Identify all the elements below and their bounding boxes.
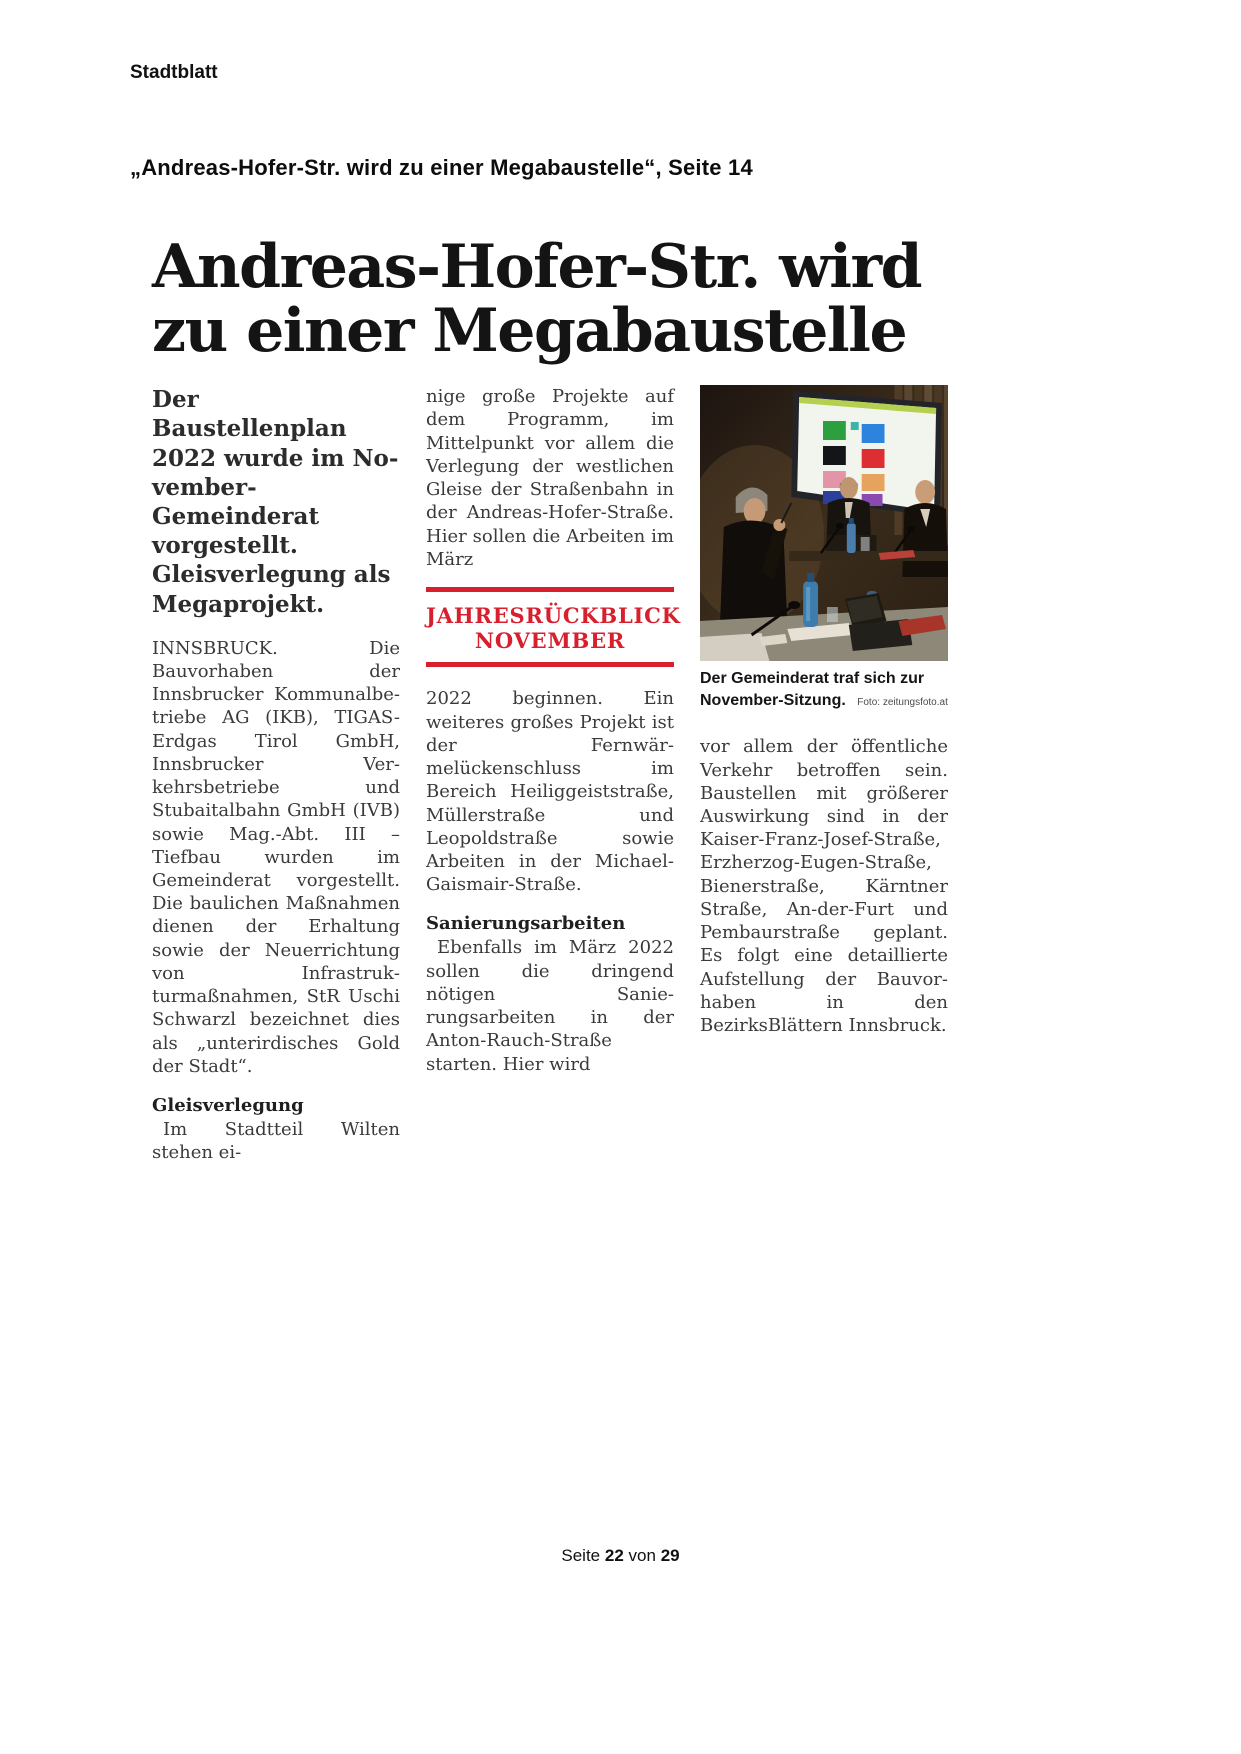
footer-current-page: 22 bbox=[604, 1546, 624, 1565]
footer-page-label: Seite bbox=[561, 1546, 601, 1565]
yearbook-badge bbox=[426, 587, 681, 668]
article-lead: Der Baustellenplan 2022 wurde im November-Gemeinderat vorgestellt. Gleisverlegung als Megaprojekt. bbox=[152, 386, 399, 618]
footer-total-pages: 29 bbox=[660, 1546, 680, 1565]
article-columns bbox=[152, 385, 948, 1164]
press-conference-photo bbox=[700, 385, 948, 661]
page-number-footer bbox=[0, 1546, 1241, 1566]
photo-credit: Foto: zeitungsfoto.at bbox=[857, 696, 948, 708]
column3-paragraph: vor allem der öffentliche Verkehr betroffen sein. Baustellen mit größerer Auswirkung sind in der Kaiser-Franz-Josef-Straße, Erzherzog-Eugen-Straße, Bienerstraße, Kärntner Straße, An-der-Furt und Pembaurstraße geplant. Es folgt eine detaillierte Aufstellung der Bauvorhaben in den BezirksBlättern Innsbruck. bbox=[700, 736, 948, 1036]
column2-paragraph-1: nige große Projekte auf dem Programm, im Mittelpunkt vor allem die Verlegung der westlichen Gleise der Straßenbahn in der Andreas-Hofer-Straße. Hier sollen die Arbeiten im März bbox=[426, 386, 674, 570]
subhead-gleisverlegung: Gleisverlegung bbox=[152, 1094, 304, 1116]
badge-line-1: JAHRESRÜCKBLICK bbox=[426, 602, 681, 628]
column-2 bbox=[426, 385, 681, 1164]
subhead-sanierungsarbeiten: Sanierungsarbeiten bbox=[426, 913, 626, 935]
article-reference-line: „Andreas-Hofer-Str. wird zu einer Megabaustelle“, Seite 14 bbox=[130, 155, 753, 180]
photo-caption-text: Der Gemeinderat traf sich zur November-Sitzung. bbox=[700, 670, 925, 709]
footer-of-label: von bbox=[628, 1546, 656, 1565]
column-1 bbox=[152, 385, 400, 1164]
column-3 bbox=[700, 385, 948, 1164]
headline-line-1: Andreas-Hofer-Str. wird bbox=[152, 232, 922, 302]
column1-paragraph: INNSBRUCK. Die Bauvorhaben der Innsbrucker Kommunalbetriebe AG (IKB), TIGAS-Erdgas Tirol GmbH, Innsbrucker Verkehrsbetriebe und Stubaitalbahn GmbH (IVB) sowie Mag.-Abt. III – Tiefbau wurden im Gemeinderat vorgestellt. Die baulichen Maßnahmen dienen der Erhaltung sowie der Neuerrichtung von Infrastrukturmaßnahmen, StR Uschi Schwarzl bezeichnet dies als „unterirdisches Gold der Stadt“. bbox=[152, 637, 400, 1077]
headline-line-2: zu einer Megabaustelle bbox=[152, 295, 907, 366]
photo-caption bbox=[700, 668, 948, 711]
article-headline bbox=[152, 232, 948, 366]
column2-paragraph-2: 2022 beginnen. Ein weiteres großes Projekt ist der Fernwärmelückenschluss im Bereich Heiliggeiststraße, Müllerstraße und Leopoldstraße sowie Arbeiten in der Michael-Gaismair-Straße. bbox=[426, 688, 674, 896]
column1-paragraph-2: Im Stadtteil Wilten stehen ei- bbox=[152, 1118, 400, 1164]
publication-title: Stadtblatt bbox=[130, 62, 218, 83]
column2-paragraph-3: Ebenfalls im März 2022 sollen die dringend nötigen Sanierungsarbeiten in der Anton-Rauch-Straße starten. Hier wird bbox=[426, 937, 674, 1075]
newspaper-clipping bbox=[152, 232, 948, 1164]
badge-line-2: NOVEMBER bbox=[474, 627, 626, 653]
